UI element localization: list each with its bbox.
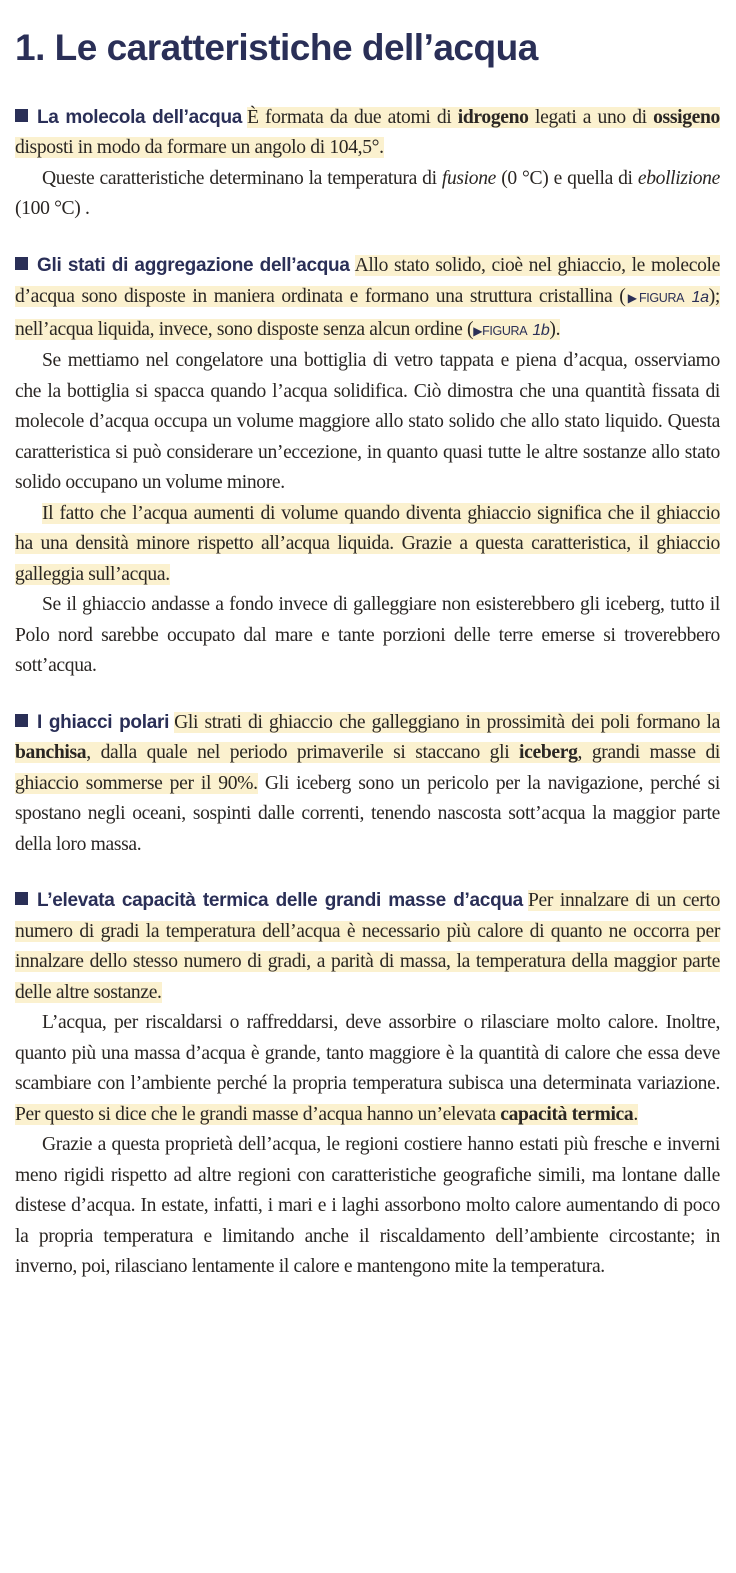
- arrow-right-icon: ▶: [473, 323, 483, 338]
- section-water-molecule: [15, 103, 720, 225]
- section-heading: L’elevata capacità termica delle grandi masse d’acqua: [37, 890, 523, 912]
- text: ).: [549, 318, 561, 340]
- paragraph: [15, 103, 720, 164]
- figure-label: FIGURA: [482, 323, 528, 338]
- text: (0 °C) e quella di: [496, 167, 638, 189]
- bold-term: capacità termica: [500, 1103, 634, 1125]
- text: (100 °C) .: [15, 198, 90, 220]
- figure-number: 1a: [691, 289, 709, 307]
- text: , grandi masse di ghiaccio sommerse per il 90%.: [15, 742, 720, 794]
- highlighted-text: [15, 1104, 638, 1125]
- page-title: 1. Le caratteristiche dell’acqua: [15, 27, 538, 68]
- paragraph: Se mettiamo nel congelatore una bottiglia di vetro tappata e piena d’acqua, osserviamo che la bottiglia si spacca quando l’acqua solidifica. Ciò dimostra che una quantità fissata di molecole d’acqua occupa un volume maggiore allo stato solido che allo stato liquido. Questa caratteristica si può considerare un’eccezione, in quanto quasi tutte le altre sostanze allo stato solido occupano un volume minore.: [15, 350, 720, 494]
- square-bullet-icon: [15, 892, 28, 905]
- italic-term: fusione: [441, 167, 497, 189]
- text: disposti in modo da formare un angolo di 104,5°.: [15, 137, 384, 159]
- figure-label: FIGURA: [639, 291, 685, 306]
- section-thermal-capacity: [15, 886, 720, 1283]
- section-heading: La molecola dell’acqua: [37, 106, 243, 128]
- paragraph: [15, 499, 720, 591]
- text: Allo stato solido, cioè nel ghiaccio, le molecole d’acqua sono disposte in maniera ordinata e formano una struttura cristallina (: [15, 254, 720, 308]
- figure-number: 1b: [532, 321, 550, 339]
- bold-term: ossigeno: [653, 106, 720, 128]
- paragraph: [15, 251, 720, 347]
- text: ); nell’acqua liquida, invece, sono disposte senza alcun ordine (: [15, 286, 720, 340]
- arrow-right-icon: ▶: [625, 291, 640, 306]
- highlighted-text: Per innalzare di un certo numero di gradi la temperatura dell’acqua è necessario più calore di quanto ne occorra per innalzare dello stesso numero di gradi, a parità di massa, la temperatura della maggior parte delle altre sostanze.: [15, 890, 720, 1003]
- section-aggregation-states: [15, 251, 720, 682]
- bold-term: idrogeno: [457, 106, 529, 128]
- paragraph: [15, 164, 720, 225]
- text: Queste caratteristiche determinano la temperatura di: [42, 167, 442, 189]
- paragraph: [15, 1008, 720, 1130]
- italic-term: ebollizione: [637, 167, 720, 189]
- text: Per questo si dice che le grandi masse d’acqua hanno un’elevata: [15, 1103, 501, 1125]
- paragraph: Grazie a questa proprietà dell’acqua, le regioni costiere hanno estati più fresche e inverni meno rigidi rispetto ad altre regioni con caratteristiche geografiche simili, ma lontane dalle distese d’acqua. In estate, infatti, i mari e i laghi assorbono molto calore aumentando di poco la propria temperatura e limitando anche il riscaldamento dell’ambiente circostante; in inverno, poi, rilasciano lentamente il calore e mantengono mite la temperatura.: [15, 1134, 720, 1278]
- square-bullet-icon: [15, 109, 28, 122]
- text: , dalla quale nel periodo primaverile si staccano gli: [86, 742, 520, 764]
- text: L’acqua, per riscaldarsi o raffreddarsi, deve assorbire o rilasciare molto calore. Inoltre, quanto più una massa d’acqua è grande, tanto maggiore è la quantità di calore che essa deve scambiare con l’ambiente perché la propria temperatura subisca una determinata variazione.: [15, 1012, 720, 1095]
- bold-term: banchisa: [15, 742, 87, 764]
- text: legati a uno di: [528, 106, 654, 128]
- text: È formata da due atomi di: [247, 106, 458, 128]
- paragraph: [15, 886, 720, 1008]
- text: Gli iceberg sono un pericolo per la navigazione, perché si spostano negli oceani, sospinti dalle correnti, tenendo nascosta sott’acqua la maggior parte della loro massa.: [15, 772, 720, 855]
- square-bullet-icon: [15, 714, 28, 727]
- figure-reference-link[interactable]: [473, 318, 549, 340]
- paragraph: Se il ghiaccio andasse a fondo invece di galleggiare non esisterebbero gli iceberg, tutto il Polo nord sarebbe occupato dal mare e tante porzioni delle terre emerse si troverebbero sott’acqua.: [15, 594, 720, 677]
- figure-reference-link[interactable]: [625, 285, 708, 307]
- square-bullet-icon: [15, 257, 28, 270]
- highlighted-text: Il fatto che l’acqua aumenti di volume quando diventa ghiaccio significa che il ghiaccio ha una densità minore rispetto all’acqua liquida. Grazie a questa caratteristica, il ghiaccio galleggia sull’acqua.: [15, 502, 720, 585]
- section-heading: Gli stati di aggregazione dell’acqua: [37, 254, 350, 276]
- bold-term: iceberg: [519, 742, 578, 764]
- text: .: [633, 1103, 638, 1125]
- text: Gli strati di ghiaccio che galleggiano in prossimità dei poli formano la: [174, 711, 720, 733]
- paragraph: [15, 708, 720, 861]
- section-heading: I ghiacci polari: [37, 711, 170, 733]
- section-polar-ice: [15, 708, 720, 861]
